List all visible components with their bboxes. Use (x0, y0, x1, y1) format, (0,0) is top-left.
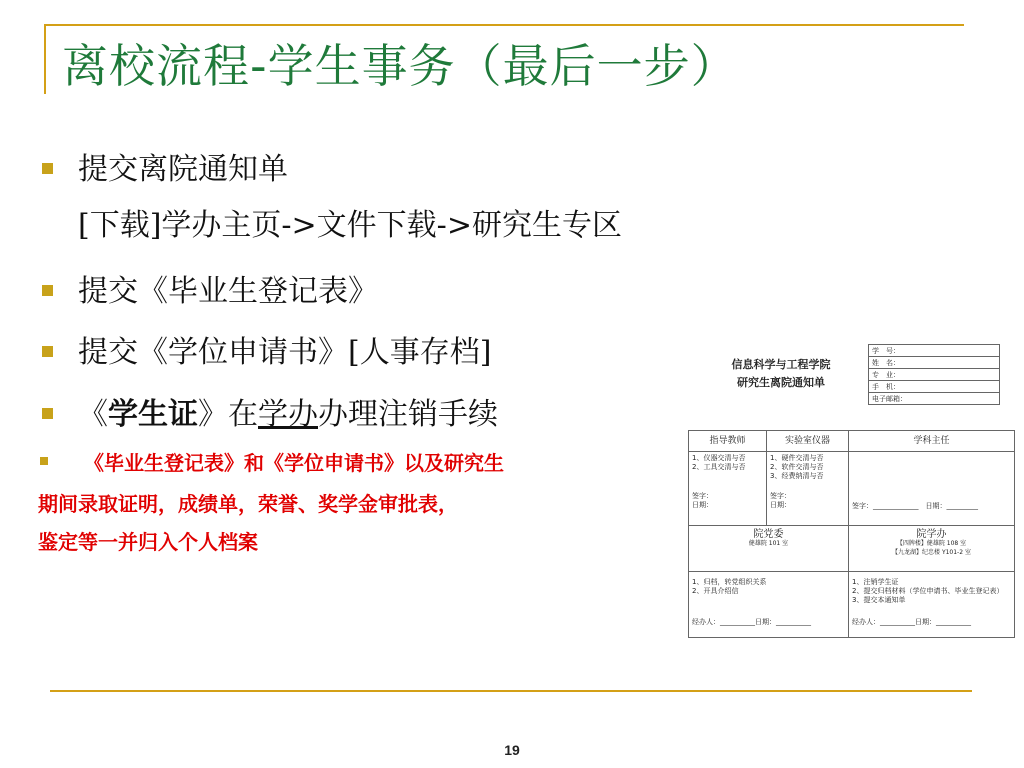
party-title: 院党委 (753, 529, 784, 540)
student-office-cell (849, 526, 1015, 572)
bullet-2: 提交《毕业生登记表》 (78, 274, 378, 309)
form-header (706, 356, 856, 392)
bullet-4-underlined: 学办 (258, 397, 318, 432)
bullet-4-mid: 》在 (198, 397, 258, 432)
director-cell (849, 452, 1015, 526)
info-major: 专 业： (869, 369, 1000, 381)
office-title: 院学办 (916, 529, 947, 540)
bullet-marker (42, 163, 53, 174)
advisor-sign: 签字： 日期： (692, 492, 713, 509)
office-tasks-cell (849, 572, 1015, 638)
bullet-1-sub: [下载]学办主页->文件下载->研究生专区 (78, 208, 622, 243)
lab-cell (767, 452, 849, 526)
col-advisor: 指导教师 (689, 431, 767, 452)
bullet-4-post: 办理注销手续 (318, 397, 498, 432)
form-header-line-2: 研究生离院通知单 (737, 376, 825, 389)
top-rule (44, 24, 964, 26)
info-name: 姓 名： (869, 357, 1000, 369)
form-header-line-1: 信息科学与工程学院 (731, 358, 831, 371)
bullet-marker (42, 285, 53, 296)
lab-items: 1、硬件交清与否 2、软件交清与否 3、经费纳清与否 (770, 454, 824, 480)
bullet-marker (42, 408, 53, 419)
bullet-marker-small (40, 457, 48, 465)
party-items: 1、归档，转党组织关系 2、开具介绍信 (692, 578, 767, 595)
col-director: 学科主任 (849, 431, 1015, 452)
director-sign: 签字：_____________ 日期：_________ (852, 502, 978, 510)
party-office-cell (689, 526, 849, 572)
page-number: 19 (504, 742, 520, 758)
advisor-cell (689, 452, 767, 526)
party-tasks-cell (689, 572, 849, 638)
office-sign: 经办人：__________日期：__________ (852, 618, 971, 626)
col-lab: 实验室仪器 (767, 431, 849, 452)
party-room: 健雄院 101 室 (748, 540, 789, 547)
left-rule (44, 24, 46, 94)
form-main-table (688, 430, 1015, 638)
bullet-marker (42, 346, 53, 357)
lab-sign: 签字： 日期： (770, 492, 791, 509)
note-line-1: 《毕业生登记表》和《学位申请书》以及研究生 (84, 451, 504, 475)
advisor-items: 1、仪器交清与否 2、工具交清与否 (692, 454, 746, 471)
office-room-1: 【四牌楼】健雄院 108 室 (896, 540, 967, 547)
office-items: 1、注销学生证 2、提交归档材料（学位申请书、毕业生登记表） 3、提交本通知单 (852, 578, 1004, 604)
bottom-rule (50, 690, 972, 692)
note-line-3: 鉴定等一并归入个人档案 (38, 530, 258, 554)
office-room-2: 【九龙湖】纪忠楼 Y101-2 室 (892, 549, 971, 556)
bullet-4 (78, 389, 498, 433)
bullet-4-pre: 《 (78, 397, 108, 432)
party-sign: 经办人：__________日期：__________ (692, 618, 811, 626)
note-line-2: 期间录取证明，成绩单，荣誉、奖学金审批表， (38, 492, 458, 516)
info-email: 电子邮箱： (869, 393, 1000, 405)
bullet-3: 提交《学位申请书》[人事存档] (78, 335, 492, 370)
form-info-table (868, 344, 1000, 405)
info-phone: 手 机： (869, 381, 1000, 393)
bullet-4-bold: 学生证 (108, 397, 198, 432)
bullet-1: 提交离院通知单 (78, 152, 288, 187)
info-student-id: 学 号： (869, 345, 1000, 357)
leave-notice-form-image (686, 340, 1018, 646)
slide-title: 离校流程-学生事务（最后一步） (62, 39, 738, 93)
